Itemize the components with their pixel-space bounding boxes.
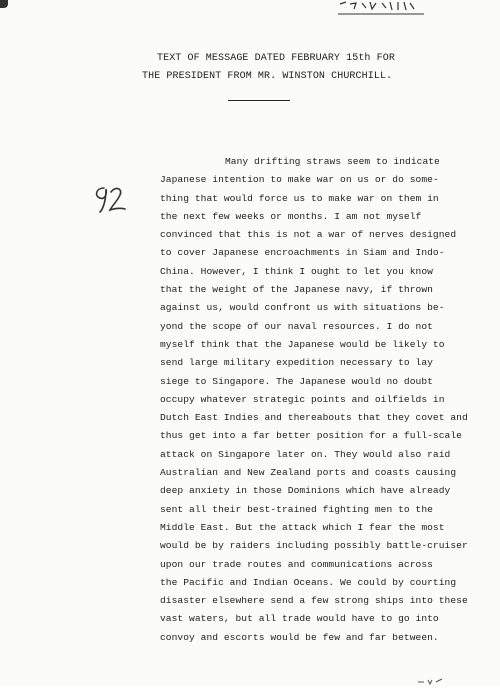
body-line: myself think that the Japanese would be likely to: [160, 338, 445, 350]
body-line: Japanese intention to make war on us or do some-: [160, 174, 439, 186]
body-line: Middle East. But the attack which I fear the most: [160, 521, 445, 533]
body-line: attack on Singapore later on. They would also raid: [160, 448, 451, 460]
body-line: yond the scope of our naval resources. I do not: [160, 320, 433, 332]
corner-hole-punch: [0, 0, 8, 8]
body-line: siege to Singapore. The Japanese would no doubt: [160, 375, 433, 387]
body-line: occupy whatever strategic points and oilfields in: [160, 393, 445, 405]
body-line: Australian and New Zealand ports and coasts causing: [160, 467, 457, 479]
message-body: [160, 153, 490, 647]
body-line: to cover Japanese encroachments in Siam and Indo-: [160, 247, 445, 259]
heading-line-2: THE PRESIDENT FROM MR. WINSTON CHURCHILL.: [142, 71, 393, 82]
body-line: Dutch East Indies and thereabouts that they covet and: [160, 412, 468, 424]
body-line: against us, would confront us with situations be-: [160, 302, 445, 314]
body-line: upon our trade routes and communications across: [160, 558, 433, 570]
heading-line-1: TEXT OF MESSAGE DATED FEBRUARY 15th FOR: [157, 53, 395, 64]
message-heading: [100, 50, 440, 86]
body-line: convinced that this is not a war of nerves designed: [160, 229, 457, 241]
body-line: the Pacific and Indian Oceans. We could by courting: [160, 576, 457, 588]
body-line: send large military expedition necessary to lay: [160, 357, 433, 369]
body-line: disaster elsewhere send a few strong ships into these: [160, 595, 468, 607]
handwritten-margin-number: [90, 180, 130, 220]
body-line: would be by raiders including possibly battle-cruiser: [160, 540, 468, 552]
body-line: convoy and escorts would be few and far between.: [160, 631, 439, 643]
body-line: that the weight of the Japanese navy, if thrown: [160, 284, 433, 296]
body-line: thus get into a far better position for a full-scale: [160, 430, 462, 442]
body-line: China. However, I think I ought to let you know: [160, 265, 433, 277]
page-continuation-mark: [416, 676, 446, 686]
body-line: sent all their best-trained fighting men to the: [160, 503, 433, 515]
body-line: deep anxiety in those Dominions which have already: [160, 485, 451, 497]
archive-stamp-scribble: [336, 0, 426, 16]
body-line: the next few weeks or months. I am not myself: [160, 210, 422, 222]
body-line: Many drifting straws seem to indicate: [225, 156, 440, 167]
body-line: vast waters, but all trade would have to go into: [160, 613, 439, 625]
body-line: thing that would force us to make war on them in: [160, 192, 439, 204]
heading-divider: [228, 100, 290, 101]
